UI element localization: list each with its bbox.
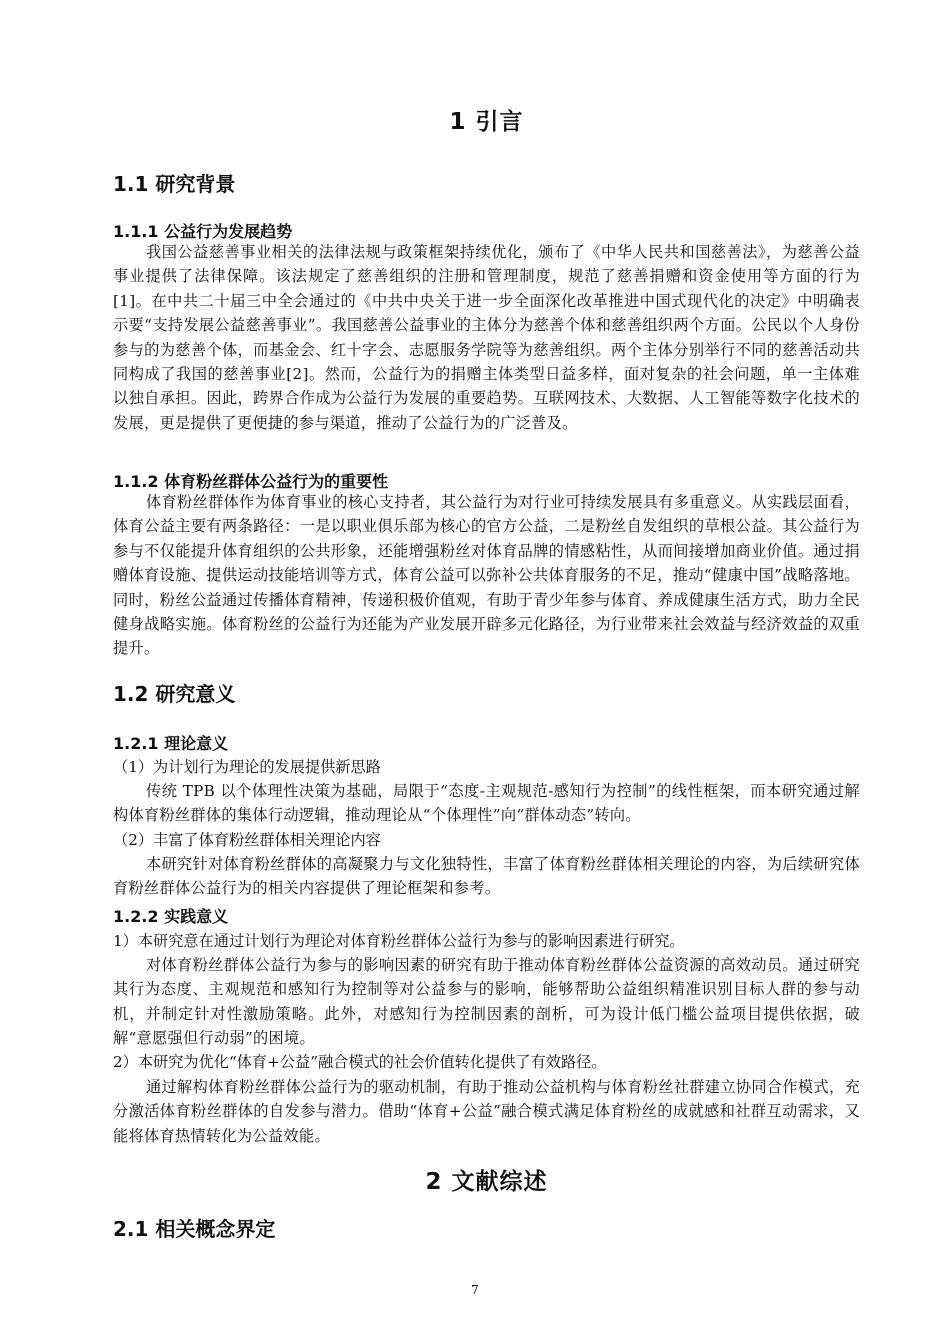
practice-item-2: 2）本研究为优化“体育+公益”融合模式的社会价值转化提供了有效路径。: [113, 1053, 607, 1071]
theory-item-1: （1）为计划行为理论的发展提供新思路: [113, 758, 381, 776]
section-1-2-1-title: 1.2.1 理论意义: [113, 734, 229, 753]
practice-item-1: 1）本研究意在通过计划行为理论对体育粉丝群体公益行为参与的影响因素进行研究。: [113, 932, 685, 950]
section-1-2-2-title: 1.2.2 实践意义: [113, 907, 229, 926]
practice-item-1-paragraph: 对体育粉丝群体公益行为参与的影响因素的研究有助于推动体育粉丝群体公益资源的高效动员。通过研究其行为态度、主观规范和感知行为控制等对公益参与的影响，能够帮助公益组织精准识别目标人群的参与动机，并制定针对性激励策略。此外，对感知行为控制因素的剖析，可为设计低门槛公益项目提供依据，破解“意愿强但行动弱”的困境。: [113, 956, 860, 1048]
theory-item-2-paragraph: 本研究针对体育粉丝群体的高凝聚力与文化独特性，丰富了体育粉丝群体相关理论的内容，为后续研究体育粉丝群体公益行为的相关内容提供了理论框架和参考。: [113, 855, 860, 898]
section-1-1-2-paragraph: 体育粉丝群体作为体育事业的核心支持者，其公益行为对行业可持续发展具有多重意义。从实践层面看，体育公益主要有两条路径：一是以职业俱乐部为核心的官方公益，二是粉丝自发组织的草根公益。其公益行为参与不仅能提升体育组织的公共形象，还能增强粉丝对体育品牌的情感粘性，从而间接增加商业价值。通过捐赠体育设施、提供运动技能培训等方式，体育公益可以弥补公共体育服务的不足，推动“健康中国”战略落地。同时，粉丝公益通过传播体育精神，传递积极价值观，有助于青少年参与体育、养成健康生活方式，助力全民健身战略实施。体育粉丝的公益行为还能为产业发展开辟多元化路径，为行业带来社会效益与经济效益的双重提升。: [113, 493, 860, 658]
theory-item-2: （2）丰富了体育粉丝群体相关理论内容: [113, 831, 381, 849]
practice-item-2-paragraph: 通过解构体育粉丝群体公益行为的驱动机制，有助于推动公益机构与体育粉丝社群建立协同合作模式，充分激活体育粉丝群体的自发参与潜力。借助“体育+公益”融合模式满足体育粉丝的成就感和社群互动需求，又能将体育热情转化为公益效能。: [113, 1078, 860, 1145]
section-1-1-2-title: 1.1.2 体育粉丝群体公益行为的重要性: [113, 472, 389, 491]
section-1-1-title: 1.1 研究背景: [113, 172, 236, 196]
page-number: 7: [471, 1283, 479, 1297]
theory-item-1-paragraph: 传统 TPB 以个体理性决策为基础，局限于“态度-主观规范-感知行为控制”的线性框架，而本研究通过解构体育粉丝群体的集体行动逻辑，推动理论从“个体理性”向“群体动态”转向。: [113, 782, 860, 825]
chapter-1-title: 1 引言: [449, 109, 524, 135]
section-2-1-title: 2.1 相关概念界定: [113, 1217, 276, 1241]
section-1-2-title: 1.2 研究意义: [113, 682, 236, 706]
chapter-2-title: 2 文献综述: [425, 1169, 548, 1195]
section-1-1-1-paragraph: 我国公益慈善事业相关的法律法规与政策框架持续优化，颁布了《中华人民共和国慈善法》，为慈善公益事业提供了法律保障。该法规定了慈善组织的注册和管理制度，规范了慈善捐赠和资金使用等方面的行为[1]。在中共二十届三中全会通过的《中共中央关于进一步全面深化改革推进中国式现代化的决定》中明确表示要“支持发展公益慈善事业”。我国慈善公益事业的主体分为慈善个体和慈善组织两个方面。公民以个人身份参与的为慈善个体，而基金会、红十字会、志愿服务学院等为慈善组织。两个主体分别举行不同的慈善活动共同构成了我国的慈善事业[2]。然而，公益行为的捐赠主体类型日益多样，面对复杂的社会问题，单一主体难以独自承担。因此，跨界合作成为公益行为发展的重要趋势。互联网技术、大数据、人工智能等数字化技术的发展，更是提供了更便捷的参与渠道，推动了公益行为的广泛普及。: [113, 243, 860, 432]
section-1-1-1-title: 1.1.1 公益行为发展趋势: [113, 222, 293, 241]
